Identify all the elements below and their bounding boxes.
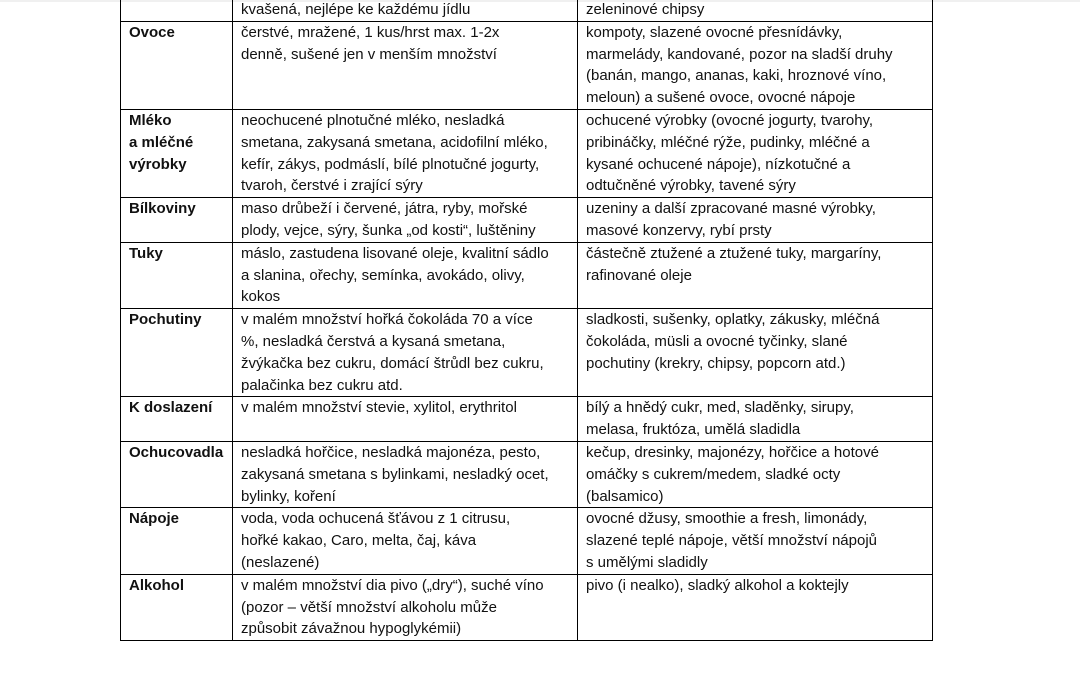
- cell-line: Ovoce: [129, 23, 175, 41]
- cell-line: rafinované oleje: [586, 266, 692, 284]
- cell-line: uzeniny a další zpracované masné výrobky,: [586, 200, 876, 218]
- cell-line: pivo (i nealko), sladký alkohol a koktejly: [586, 576, 849, 594]
- table-row: [121, 397, 933, 442]
- cell-line: kysané ochucené nápoje), nízkotučné a: [586, 155, 851, 173]
- cell-line: žvýkačka bez cukru, domácí štrůdl bez cukru,: [241, 354, 544, 372]
- cell-line: (banán, mango, ananas, kaki, hroznové víno,: [586, 67, 887, 85]
- cell-line: a mléčné: [129, 133, 194, 151]
- avoid-cell: [578, 242, 933, 308]
- avoid-cell: [578, 198, 933, 243]
- cell-line: Pochutiny: [129, 311, 202, 329]
- cell-line: voda, voda ochucená šťávou z 1 citrusu,: [241, 510, 511, 528]
- cell-line: v malém množství stevie, xylitol, erythritol: [241, 399, 517, 417]
- recommended-cell: [233, 441, 578, 507]
- table-row: [121, 574, 933, 640]
- cell-line: pribináčky, mléčné rýže, pudinky, mléčné a: [586, 133, 870, 151]
- cell-line: masové konzervy, rybí prsty: [586, 221, 772, 239]
- category-cell: [121, 21, 233, 109]
- category-cell: [121, 109, 233, 197]
- cell-line: kečup, dresinky, majonézy, hořčice a hotové: [586, 443, 879, 461]
- recommended-cell: [233, 109, 578, 197]
- cell-line: odtučněné výrobky, tavené sýry: [586, 177, 796, 195]
- cell-line: výrobky: [129, 155, 187, 173]
- recommended-cell: [233, 198, 578, 243]
- cell-line: Tuky: [129, 244, 163, 262]
- category-cell: [121, 441, 233, 507]
- cell-line: v malém množství dia pivo („dry“), suché víno: [241, 576, 544, 594]
- category-cell: [121, 397, 233, 442]
- cell-line: zakysaná smetana s bylinkami, nesladký ocet,: [241, 465, 549, 483]
- cell-line: sladkosti, sušenky, oplatky, zákusky, mléčná: [586, 311, 880, 329]
- cell-line: kvašená, nejlépe ke každému jídlu: [241, 1, 471, 18]
- cell-line: meloun) a sušené ovoce, ovocné nápoje: [586, 89, 856, 107]
- cell-line: (neslazené): [241, 553, 320, 571]
- cell-line: (pozor – větší množství alkoholu může: [241, 598, 497, 616]
- cell-line: čerstvé, mražené, 1 kus/hrst max. 1-2x: [241, 23, 500, 41]
- cell-line: kompoty, slazené ovocné přesnídávky,: [586, 23, 843, 41]
- category-cell: [121, 508, 233, 574]
- cell-line: K doslazení: [129, 399, 213, 417]
- cell-line: smetana, zakysaná smetana, acidofilní mléko,: [241, 133, 548, 151]
- cell-line: [129, 0, 226, 21]
- recommended-cell: [233, 242, 578, 308]
- cell-line: částečně ztužené a ztužené tuky, margaríny,: [586, 244, 882, 262]
- table-row: [121, 109, 933, 197]
- cell-line: ochucené výrobky (ovocné jogurty, tvarohy,: [586, 111, 874, 129]
- cell-line: v malém množství hořká čokoláda 70 a více: [241, 311, 533, 329]
- cell-line: plody, vejce, sýry, šunka „od kosti“, luštěniny: [241, 221, 536, 239]
- cell-line: (balsamico): [586, 487, 664, 505]
- cell-line: melasa, fruktóza, umělá sladidla: [586, 421, 801, 439]
- cell-line: tvaroh, čerstvé i zrající sýry: [241, 177, 423, 195]
- cell-line: s umělými sladidly: [586, 553, 708, 571]
- category-cell: [121, 574, 233, 640]
- cell-line: neochucené plnotučné mléko, nesladká: [241, 111, 505, 129]
- cell-line: bylinky, koření: [241, 487, 336, 505]
- cell-line: čokoláda, müsli a ovocné tyčinky, slané: [586, 332, 848, 350]
- avoid-cell: [578, 21, 933, 109]
- category-cell: [121, 0, 233, 21]
- cell-line: Nápoje: [129, 510, 180, 528]
- avoid-cell: [578, 309, 933, 397]
- avoid-cell: [578, 109, 933, 197]
- table-body: [121, 0, 933, 641]
- table-row: [121, 21, 933, 109]
- table-row: [121, 0, 933, 21]
- category-cell: [121, 309, 233, 397]
- recommended-cell: [233, 508, 578, 574]
- cell-line: pochutiny (krekry, chipsy, popcorn atd.): [586, 354, 846, 372]
- avoid-cell: [578, 0, 933, 21]
- cell-line: Alkohol: [129, 576, 184, 594]
- cell-line: Ochucovadla: [129, 443, 224, 461]
- food-recommendation-table: [120, 0, 933, 641]
- cell-line: maso drůbeží i červené, játra, ryby, mořské: [241, 200, 528, 218]
- recommended-cell: [233, 309, 578, 397]
- cell-line: omáčky s cukrem/medem, sladké octy: [586, 465, 841, 483]
- cell-line: palačinka bez cukru atd.: [241, 376, 403, 394]
- cell-line: Mléko: [129, 111, 172, 129]
- recommended-cell: [233, 574, 578, 640]
- cell-line: kokos: [241, 288, 281, 306]
- table-row: [121, 242, 933, 308]
- avoid-cell: [578, 441, 933, 507]
- category-cell: [121, 242, 233, 308]
- recommended-cell: [233, 0, 578, 21]
- recommended-cell: [233, 397, 578, 442]
- cell-line: %, nesladká čerstvá a kysaná smetana,: [241, 332, 506, 350]
- avoid-cell: [578, 397, 933, 442]
- cell-line: ovocné džusy, smoothie a fresh, limonády,: [586, 510, 868, 528]
- table-row: [121, 198, 933, 243]
- cell-line: denně, sušené jen v menším množství: [241, 45, 497, 63]
- cell-line: zeleninové chipsy: [586, 1, 705, 18]
- cell-line: a slanina, ořechy, semínka, avokádo, olivy,: [241, 266, 525, 284]
- table-row: [121, 508, 933, 574]
- cell-line: kefír, zákys, podmáslí, bílé plnotučné jogurty,: [241, 155, 540, 173]
- table-row: [121, 309, 933, 397]
- cell-line: bílý a hnědý cukr, med, sladěnky, sirupy,: [586, 399, 854, 417]
- table-row: [121, 441, 933, 507]
- cell-line: nesladká hořčice, nesladká majonéza, pesto,: [241, 443, 541, 461]
- cell-line: slazené teplé nápoje, větší množství nápojů: [586, 532, 878, 550]
- avoid-cell: [578, 508, 933, 574]
- cell-line: hořké kakao, Caro, melta, čaj, káva: [241, 532, 477, 550]
- cell-line: máslo, zastudena lisované oleje, kvalitní sádlo: [241, 244, 549, 262]
- category-cell: [121, 198, 233, 243]
- cell-line: způsobit závažnou hypoglykémii): [241, 620, 462, 638]
- cell-line: marmelády, kandované, pozor na sladší druhy: [586, 45, 893, 63]
- cell-line: Bílkoviny: [129, 200, 196, 218]
- recommended-cell: [233, 21, 578, 109]
- avoid-cell: [578, 574, 933, 640]
